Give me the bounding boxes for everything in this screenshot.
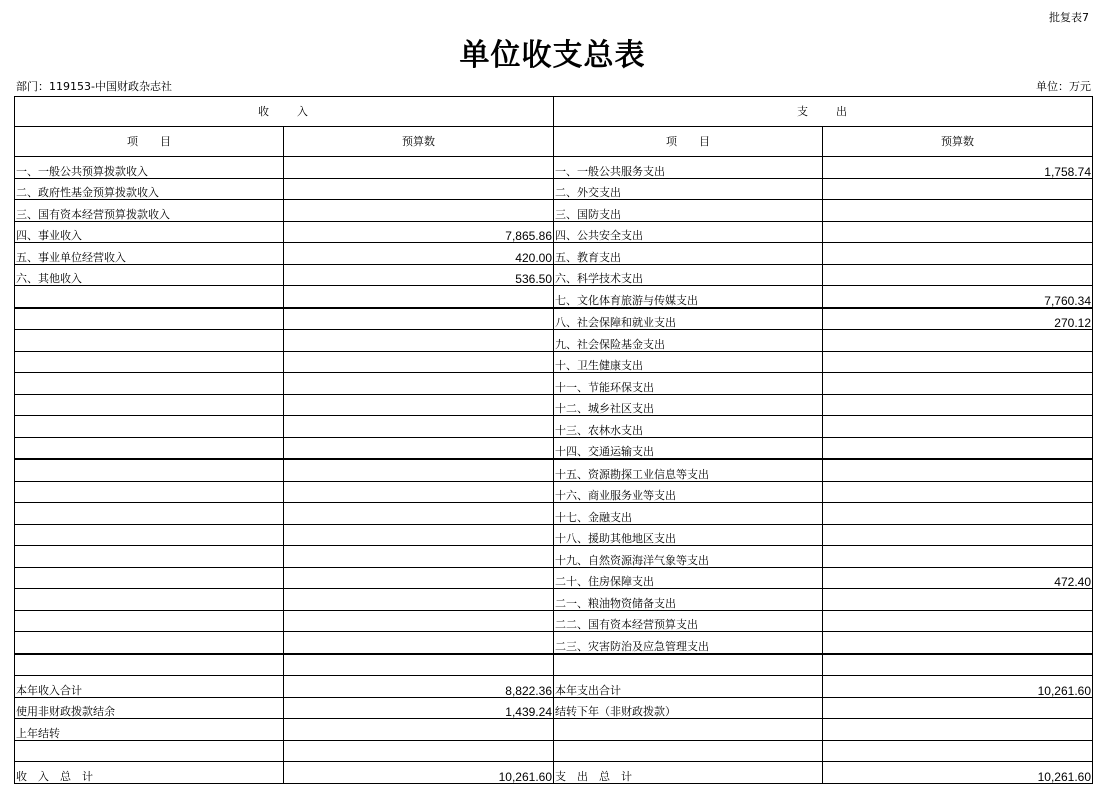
income-item-cell (15, 351, 284, 373)
expense-item-cell: 十六、商业服务业等支出 (554, 481, 823, 503)
expense-budget-cell (823, 243, 1093, 265)
table-row (15, 524, 1093, 546)
income-budget-cell: 8,822.36 (284, 676, 554, 698)
income-item-cell: 上年结转 (15, 719, 284, 741)
expense-budget-cell: 472.40 (823, 567, 1093, 589)
income-budget-cell (284, 178, 554, 200)
table-row (15, 459, 1093, 481)
table-row (15, 394, 1093, 416)
expense-budget-cell (823, 719, 1093, 741)
expense-budget-cell (823, 524, 1093, 546)
table-row (15, 719, 1093, 741)
expense-item-cell: 三、国防支出 (554, 200, 823, 222)
expense-budget-cell (823, 221, 1093, 243)
expense-item-cell: 十三、农林水支出 (554, 416, 823, 438)
expense-budget-cell (823, 697, 1093, 719)
income-item-cell (15, 437, 284, 459)
expense-budget-cell (823, 330, 1093, 352)
expense-item-cell: 四、公共安全支出 (554, 221, 823, 243)
income-item-header: 项 目 (15, 127, 284, 157)
income-budget-cell (284, 416, 554, 438)
expense-item-cell: 二十、住房保障支出 (554, 567, 823, 589)
expense-budget-cell (823, 178, 1093, 200)
income-item-cell (15, 373, 284, 395)
table-row (15, 546, 1093, 568)
expense-budget-cell (823, 503, 1093, 525)
expense-section-header: 支 出 (554, 97, 1093, 127)
table-row (15, 200, 1093, 222)
expense-item-cell: 一、一般公共服务支出 (554, 157, 823, 179)
table-row (15, 697, 1093, 719)
income-budget-cell (284, 654, 554, 676)
expense-budget-cell (823, 351, 1093, 373)
income-budget-cell (284, 481, 554, 503)
table-row (15, 481, 1093, 503)
table-row (15, 654, 1093, 676)
expense-item-cell: 十四、交通运输支出 (554, 437, 823, 459)
expense-budget-cell: 10,261.60 (823, 762, 1093, 784)
expense-budget-cell: 10,261.60 (823, 676, 1093, 698)
expense-budget-cell (823, 264, 1093, 286)
income-item-cell (15, 610, 284, 632)
income-item-cell (15, 394, 284, 416)
expense-item-cell: 十二、城乡社区支出 (554, 394, 823, 416)
table-row (15, 567, 1093, 589)
income-budget-cell (284, 503, 554, 525)
expense-item-cell: 六、科学技术支出 (554, 264, 823, 286)
income-budget-cell (284, 437, 554, 459)
table-row (15, 632, 1093, 654)
income-budget-cell (284, 610, 554, 632)
income-budget-cell (284, 286, 554, 308)
expense-budget-cell (823, 654, 1093, 676)
income-budget-cell (284, 524, 554, 546)
expense-item-cell: 十七、金融支出 (554, 503, 823, 525)
table-row (15, 416, 1093, 438)
income-budget-cell (284, 567, 554, 589)
income-budget-cell (284, 719, 554, 741)
department-label: 部门：119153-中国财政杂志社 (16, 80, 172, 93)
expense-budget-cell (823, 373, 1093, 395)
expense-item-cell: 九、社会保险基金支出 (554, 330, 823, 352)
expense-budget-cell: 1,758.74 (823, 157, 1093, 179)
expense-budget-cell (823, 394, 1093, 416)
expense-item-cell: 二二、国有资本经营预算支出 (554, 610, 823, 632)
expense-item-cell: 二、外交支出 (554, 178, 823, 200)
income-item-cell: 六、其他收入 (15, 264, 284, 286)
income-item-cell (15, 286, 284, 308)
expense-item-cell: 十五、资源勘探工业信息等支出 (554, 459, 823, 481)
income-budget-cell: 10,261.60 (284, 762, 554, 784)
expense-item-cell: 十一、节能环保支出 (554, 373, 823, 395)
income-item-cell (15, 524, 284, 546)
income-budget-cell (284, 459, 554, 481)
expense-item-cell: 十八、援助其他地区支出 (554, 524, 823, 546)
unit-label: 单位：万元 (1036, 80, 1091, 93)
income-item-cell (15, 330, 284, 352)
income-section-header: 收 入 (15, 97, 554, 127)
expense-budget-cell (823, 481, 1093, 503)
income-budget-cell: 420.00 (284, 243, 554, 265)
expense-item-cell: 结转下年（非财政拨款） (554, 697, 823, 719)
income-budget-cell: 536.50 (284, 264, 554, 286)
income-item-cell (15, 308, 284, 330)
expense-budget-cell (823, 546, 1093, 568)
table-row (15, 503, 1093, 525)
income-item-cell: 五、事业单位经营收入 (15, 243, 284, 265)
table-row (15, 762, 1093, 784)
expense-budget-cell (823, 589, 1093, 611)
budget-summary-table (14, 96, 1093, 784)
table-row (15, 437, 1093, 459)
income-budget-cell (284, 330, 554, 352)
expense-budget-header: 预算数 (823, 127, 1093, 157)
income-budget-cell (284, 632, 554, 654)
expense-item-cell (554, 719, 823, 741)
table-code: 批复表7 (1049, 11, 1089, 24)
income-budget-cell: 7,865.86 (284, 221, 554, 243)
expense-budget-cell (823, 437, 1093, 459)
expense-item-cell: 十、卫生健康支出 (554, 351, 823, 373)
table-row (15, 351, 1093, 373)
income-item-cell: 收 入 总 计 (15, 762, 284, 784)
table-row (15, 740, 1093, 762)
table-row (15, 373, 1093, 395)
income-item-cell (15, 589, 284, 611)
income-budget-cell (284, 740, 554, 762)
expense-budget-cell (823, 740, 1093, 762)
expense-item-cell (554, 654, 823, 676)
income-item-cell (15, 546, 284, 568)
income-budget-cell (284, 157, 554, 179)
income-item-cell: 三、国有资本经营预算拨款收入 (15, 200, 284, 222)
section-header-row (15, 97, 1093, 127)
expense-item-cell: 五、教育支出 (554, 243, 823, 265)
expense-budget-cell: 7,760.34 (823, 286, 1093, 308)
income-budget-cell (284, 394, 554, 416)
table-row (15, 157, 1093, 179)
income-budget-cell (284, 589, 554, 611)
expense-item-cell: 二一、粮油物资储备支出 (554, 589, 823, 611)
income-budget-header: 预算数 (284, 127, 554, 157)
table-row (15, 589, 1093, 611)
income-item-cell: 本年收入合计 (15, 676, 284, 698)
expense-budget-cell: 270.12 (823, 308, 1093, 330)
expense-item-cell: 八、社会保障和就业支出 (554, 308, 823, 330)
column-header-row (15, 127, 1093, 157)
expense-budget-cell (823, 200, 1093, 222)
expense-budget-cell (823, 610, 1093, 632)
income-item-cell: 二、政府性基金预算拨款收入 (15, 178, 284, 200)
income-item-cell (15, 459, 284, 481)
expense-item-cell: 本年支出合计 (554, 676, 823, 698)
expense-item-cell: 二三、灾害防治及应急管理支出 (554, 632, 823, 654)
expense-budget-cell (823, 459, 1093, 481)
table-row (15, 264, 1093, 286)
expense-item-cell: 七、文化体育旅游与传媒支出 (554, 286, 823, 308)
income-budget-cell: 1,439.24 (284, 697, 554, 719)
income-budget-cell (284, 546, 554, 568)
table-row (15, 676, 1093, 698)
income-item-cell (15, 567, 284, 589)
income-item-cell (15, 503, 284, 525)
income-item-cell (15, 481, 284, 503)
expense-item-cell (554, 740, 823, 762)
income-item-cell: 使用非财政拨款结余 (15, 697, 284, 719)
table-row (15, 286, 1093, 308)
income-item-cell (15, 632, 284, 654)
table-row (15, 610, 1093, 632)
income-budget-cell (284, 351, 554, 373)
income-item-cell: 四、事业收入 (15, 221, 284, 243)
page-title: 单位收支总表 (459, 38, 646, 73)
expense-item-header: 项 目 (554, 127, 823, 157)
table-row (15, 330, 1093, 352)
table-row (15, 243, 1093, 265)
table-row (15, 178, 1093, 200)
expense-budget-cell (823, 416, 1093, 438)
income-budget-cell (284, 200, 554, 222)
income-budget-cell (284, 373, 554, 395)
income-item-cell: 一、一般公共预算拨款收入 (15, 157, 284, 179)
income-budget-cell (284, 308, 554, 330)
expense-budget-cell (823, 632, 1093, 654)
income-item-cell (15, 416, 284, 438)
table-row (15, 221, 1093, 243)
expense-item-cell: 支 出 总 计 (554, 762, 823, 784)
expense-item-cell: 十九、自然资源海洋气象等支出 (554, 546, 823, 568)
income-item-cell (15, 740, 284, 762)
table-row (15, 308, 1093, 330)
income-item-cell (15, 654, 284, 676)
